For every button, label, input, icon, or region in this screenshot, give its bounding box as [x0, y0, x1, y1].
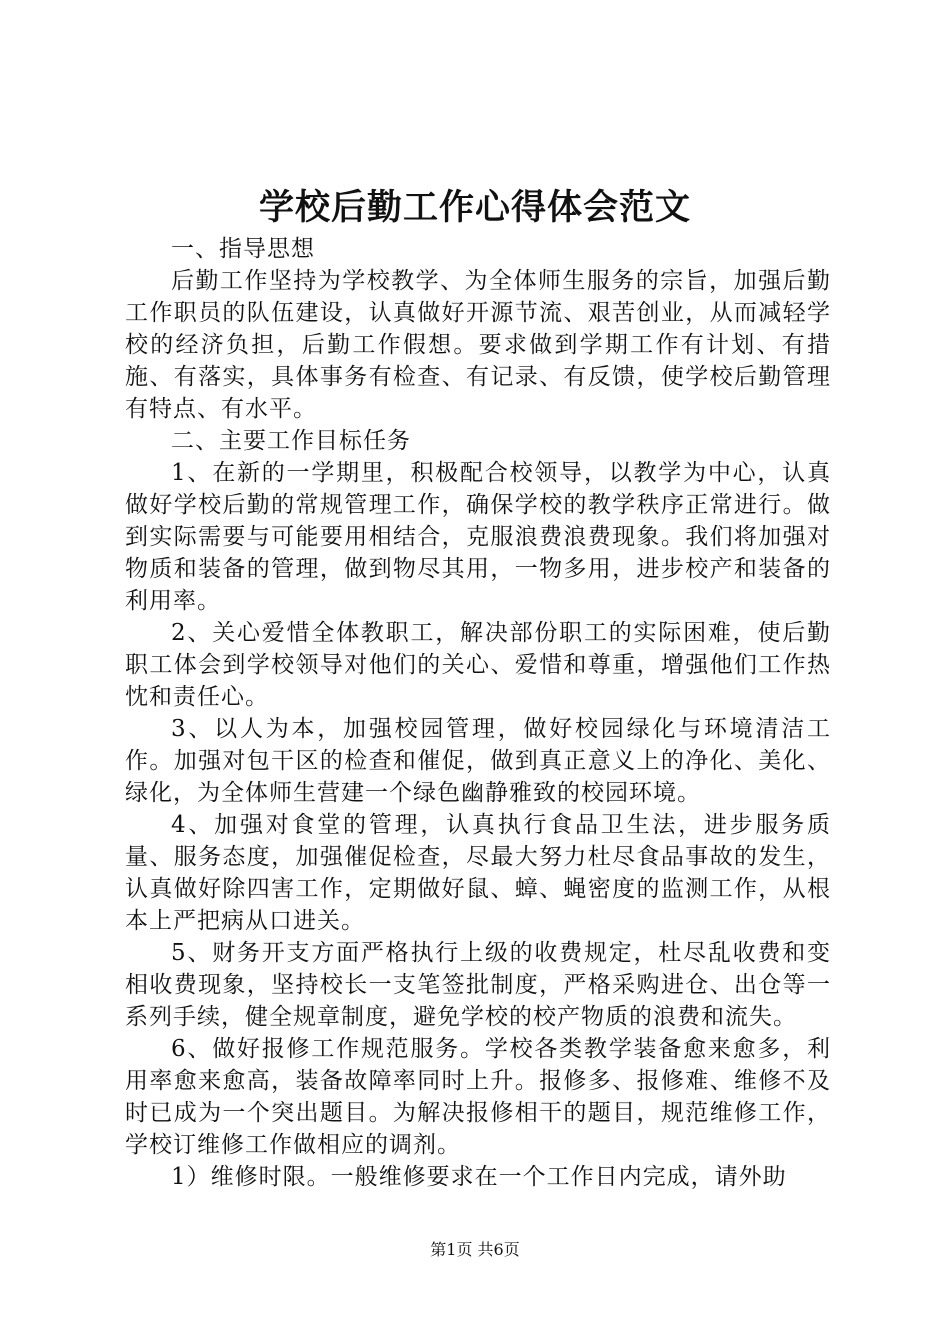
document-title: 学校后勤工作心得体会范文	[258, 187, 691, 228]
paragraph: 3、以人为本，加强校园管理，做好校园绿化与环境清洁工作。加强对包干区的检查和催促，做到真正意义上的净化、美化、绿化，为全体师生营建一个绿色幽静雅致的校园环境。	[125, 716, 831, 806]
paragraph: 1）维修时限。一般维修要求在一个工作日内完成，请外助	[171, 1164, 787, 1190]
page-number-footer: 第1页 共6页	[430, 1240, 520, 1259]
section-heading: 一、指导思想	[171, 236, 315, 262]
document-body	[125, 233, 831, 1193]
paragraph: 2、关心爱惜全体教职工，解决部份职工的实际困难，使后勤职工体会到学校领导对他们的关心、爱惜和尊重，增强他们工作热忱和责任心。	[125, 620, 831, 710]
paragraph: 6、做好报修工作规范服务。学校各类教学装备愈来愈多，利用率愈来愈高，装备故障率同时上升。报修多、报修难、维修不及时已成为一个突出题目。为解决报修相干的题目，规范维修工作，学校订维修工作做相应的调剂。	[125, 1036, 831, 1158]
section-heading: 二、主要工作目标任务	[171, 428, 411, 454]
paragraph: 5、财务开支方面严格执行上级的收费规定，杜尽乱收费和变相收费现象，坚持校长一支笔签批制度，严格采购进仓、出仓等一系列手续，健全规章制度，避免学校的校产物质的浪费和流失。	[125, 940, 831, 1030]
paragraph: 4、加强对食堂的管理，认真执行食品卫生法，进步服务质量、服务态度，加强催促检查，尽最大努力杜尽食品事故的发生，认真做好除四害工作，定期做好鼠、蟑、蝇密度的监测工作，从根本上严把病从口进关。	[125, 812, 831, 934]
paragraph: 1、在新的一学期里，积极配合校领导，以教学为中心，认真做好学校后勤的常规管理工作，确保学校的教学秩序正常进行。做到实际需要与可能要用相结合，克服浪费浪费现象。我们将加强对物质和装备的管理，做到物尽其用，一物多用，进步校产和装备的利用率。	[125, 460, 831, 614]
paragraph: 后勤工作坚持为学校教学、为全体师生服务的宗旨，加强后勤工作职员的队伍建设，认真做好开源节流、艰苦创业，从而减轻学校的经济负担，后勤工作假想。要求做到学期工作有计划、有措施、有落实，具体事务有检查、有记录、有反馈，使学校后勤管理有特点、有水平。	[125, 268, 831, 422]
